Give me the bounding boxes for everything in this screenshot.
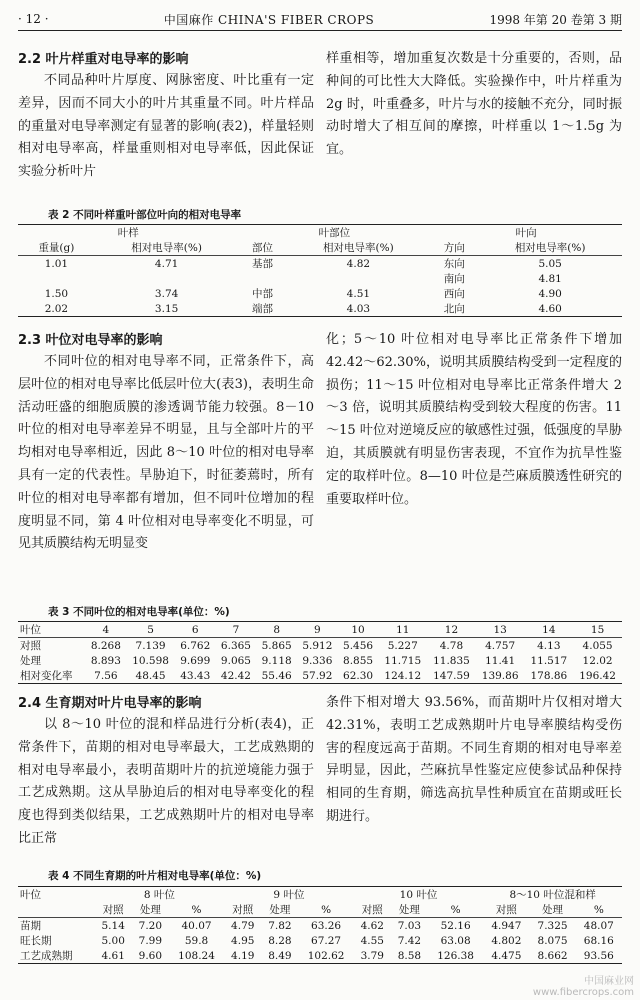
- section-2-3-left-text: 不同叶位的相对电导率不同，正常条件下，高层叶位的相对电导率比低层叶位大(表3)，表明生命活动旺盛的细胞质膜的渗透调节能力较强。8－10 叶位的相对电导率差异不明显，且与全部叶片的平均相对电导率相近，因此 8～10 叶位的相对电导率具有一定的代表性。旱胁迫下，时征萎蔫时，所有叶位的相对电导率都有增加，但不同叶位增加的程度明显不同，第 4 叶位相对电导率变化不明显，可见其质膜结构无明显变: [18, 354, 314, 552]
- table-row: [18, 918, 622, 934]
- table-cell: 5.912: [302, 639, 333, 652]
- table-cell: [95, 271, 239, 286]
- table-2-caption: 表 2 不同叶样重叶部位叶向的相对电导率: [48, 209, 242, 221]
- t3-header: 叶位: [20, 624, 41, 636]
- issue-info: 1998 年第 20 卷第 3 期: [489, 12, 622, 27]
- t4-subheader: 对照: [495, 904, 517, 916]
- table-row: [18, 653, 622, 668]
- table-cell: 11.835: [433, 654, 470, 667]
- section-2-4-title: 2.4 生育期对叶片电导率的影响: [18, 696, 202, 711]
- section-2-3-right-text: 化；5～10 叶位相对电导率比正常条件下增加 42.42～62.30%，说明其质膜结构受到一定程度的损伤；11～15 叶位相对电导率比正常条件增大 2～3 倍，说明其质膜结构受到较大程度的伤害。11～15 叶位对逆境反应的敏感性过强，低强度的旱胁迫，其质膜就有明显伤害表现，不宜作为抗旱性鉴定的取样叶位。8—10 叶位是苎麻质膜透性研究的重要取样叶位。: [326, 332, 622, 507]
- table-cell: 8.58: [397, 949, 422, 962]
- table-cell: 8.075: [537, 934, 568, 947]
- table-cell: 5.14: [101, 919, 125, 932]
- table-cell: 8.28: [268, 934, 292, 947]
- table-cell: 4.81: [538, 272, 562, 285]
- section-2-2-right-text: 样重相等，增加重复次数是十分重要的，否则，品种间的可比性大大降低。实验操作中，叶片样重为 2g 时，叶重叠多，叶片与水的接触不充分，同时振动时增大了相互间的摩擦，叶样重以 1～1.5g 为宜。: [326, 51, 622, 158]
- t4-group: 9 叶位: [273, 889, 305, 901]
- table-cell: 4.61: [101, 949, 125, 962]
- table-cell: 139.86: [481, 669, 519, 682]
- table-4: [18, 886, 622, 964]
- t4-subheader: %: [593, 903, 604, 916]
- t4-subheader: 对照: [232, 904, 254, 916]
- table-cell: 108.24: [178, 949, 215, 962]
- table-cell: 9.699: [180, 654, 211, 667]
- table-cell: 8.268: [90, 639, 121, 652]
- table-cell: 4.62: [360, 919, 384, 932]
- t3-header: 5: [147, 623, 154, 636]
- t4-group: 8 叶位: [143, 889, 175, 901]
- table-cell: 196.42: [579, 669, 616, 682]
- table-cell: 相对变化率: [20, 670, 73, 682]
- table-cell: 11.41: [485, 654, 516, 667]
- table-cell: 102.62: [307, 949, 345, 962]
- table-cell: 4.55: [360, 934, 384, 947]
- table-cell: 旺长期: [20, 935, 52, 947]
- table-cell: 48.07: [583, 919, 614, 932]
- table-cell: 5.865: [261, 639, 292, 652]
- table-cell: 4.51: [346, 287, 371, 300]
- table-cell: 4.79: [231, 919, 255, 932]
- t4-subheader: 处理: [398, 904, 420, 916]
- table-cell: 43.43: [180, 669, 211, 682]
- table-cell: 147.59: [433, 669, 470, 682]
- table-cell: 5.00: [101, 934, 125, 947]
- t4-subheader: 对照: [361, 904, 383, 916]
- table-row: [18, 638, 622, 654]
- t2-header: 相对电导率(%): [323, 242, 394, 254]
- table-row: [18, 286, 622, 301]
- table-cell: 57.92: [302, 669, 333, 682]
- table-cell: 3.79: [360, 949, 384, 962]
- table-cell: 西向: [443, 288, 465, 300]
- table-3: [18, 621, 622, 684]
- table-row: [18, 668, 622, 684]
- table-cell: 7.139: [135, 639, 166, 652]
- t4-subheader: 对照: [102, 904, 124, 916]
- table-cell: 苗期: [20, 920, 41, 932]
- table-cell: 178.86: [530, 669, 568, 682]
- t3-header: 15: [590, 623, 605, 636]
- section-2-3: [18, 329, 622, 556]
- table-cell: 4.802: [491, 934, 522, 947]
- table-cell: 93.56: [583, 949, 614, 962]
- table-cell: 11.715: [384, 654, 422, 667]
- table-cell: 4.13: [537, 639, 561, 652]
- table-4-caption: 表 4 不同生育期的叶片相对电导率(单位：%): [48, 870, 262, 882]
- t4-subheader: 处理: [139, 904, 161, 916]
- t2-header: 相对电导率(%): [131, 242, 202, 254]
- table-cell: 3.74: [154, 287, 179, 300]
- table-cell: 4.19: [231, 949, 255, 962]
- table-cell: 7.99: [138, 934, 163, 947]
- table-cell: 12.02: [582, 654, 613, 667]
- table-cell: 7.56: [94, 669, 118, 682]
- table-cell: 7.20: [138, 919, 163, 932]
- table-cell: 8.855: [343, 654, 374, 667]
- table-cell: 8.893: [90, 654, 121, 667]
- t4-group: 8～10 叶位混和样: [509, 889, 596, 901]
- t4-row-label: 叶位: [20, 889, 41, 901]
- table-cell: 4.60: [538, 302, 562, 315]
- table-2: [18, 224, 622, 317]
- table-cell: 南向: [443, 273, 465, 285]
- t3-header: 12: [444, 623, 459, 636]
- t2-group-sample: 叶样: [117, 227, 139, 239]
- table-cell: 7.82: [268, 919, 292, 932]
- table-cell: 对照: [20, 640, 41, 652]
- table-cell: 3.15: [154, 302, 179, 315]
- table-cell: 8.662: [537, 949, 568, 962]
- table-cell: 4.757: [485, 639, 516, 652]
- table-cell: 4.71: [154, 257, 179, 270]
- table-cell: 东向: [443, 258, 465, 270]
- table-cell: 42.42: [220, 669, 251, 682]
- table-cell: 4.82: [346, 257, 371, 270]
- table-cell: 基部: [252, 258, 273, 270]
- table-cell: [238, 271, 286, 286]
- table-cell: 9.60: [138, 949, 163, 962]
- table-3-caption: 表 3 不同叶位的相对电导率(单位：%): [48, 606, 230, 618]
- watermark-line: 中国麻业网: [584, 976, 634, 987]
- table-cell: 68.16: [583, 934, 614, 947]
- table-cell: 1.50: [44, 287, 69, 300]
- t3-header: 10: [351, 623, 365, 636]
- table-cell: 4.78: [439, 639, 464, 652]
- t4-group: 10 叶位: [399, 889, 438, 901]
- table-cell: 工艺成熟期: [20, 950, 73, 962]
- section-2-4: [18, 692, 622, 851]
- table-cell: 7.325: [537, 919, 568, 932]
- t3-header: 8: [273, 623, 280, 636]
- section-2-4-left-text: 以 8～10 叶位的混和样品进行分析(表4)，正常条件下，苗期的相对电导率最大，工艺成熟期的相对电导率最小，表明苗期叶片的抗逆境能力强于工艺成熟期。这从旱胁迫后的相对电导率变化的程度也得到类似结果，工艺成熟期叶片的相对电导率比正常: [18, 717, 314, 846]
- table-row: [18, 301, 622, 317]
- table-cell: 10.598: [132, 654, 169, 667]
- t2-header: 部位: [252, 242, 273, 254]
- t2-header: 方向: [443, 242, 465, 254]
- table-cell: [287, 271, 431, 286]
- table-cell: 59.8: [184, 934, 209, 947]
- running-header: [18, 8, 622, 31]
- table-cell: 9.118: [261, 654, 292, 667]
- table-cell: 63.08: [440, 934, 471, 947]
- table-cell: 4.475: [491, 949, 522, 962]
- table-cell: 4.947: [491, 919, 522, 932]
- table-cell: 6.762: [180, 639, 211, 652]
- table-cell: 55.46: [261, 669, 292, 682]
- table-cell: 40.07: [181, 919, 212, 932]
- section-2-4-right-text: 条件下相对增大 93.56%，而苗期叶片仅相对增大 42.31%，表明工艺成熟期叶片电导率膜结构受伤害的程度远高于苗期。不同生育期的相对电导率差异明显，因此，苎麻抗旱性鉴定应使参试品种保持相同的生育期，筛选高抗旱性种质宜在苗期或旺长期进行。: [326, 695, 622, 824]
- table-cell: 62.30: [343, 669, 374, 682]
- t4-subheader: %: [450, 903, 461, 916]
- table-cell: 5.05: [538, 257, 562, 270]
- table-cell: 6.365: [220, 639, 251, 652]
- watermark-line: www.fibercrops.com: [532, 987, 634, 998]
- t4-subheader: 处理: [269, 904, 291, 916]
- t2-group-direction: 叶向: [515, 227, 537, 239]
- table-cell: 4.90: [538, 287, 562, 300]
- table-cell: 中部: [252, 288, 273, 300]
- t3-header: 9: [314, 623, 321, 636]
- table-cell: 9.336: [302, 654, 333, 667]
- t4-subheader: 处理: [542, 904, 564, 916]
- t4-subheader: %: [191, 903, 202, 916]
- t2-header: 相对电导率(%): [514, 242, 586, 254]
- table-row: [18, 271, 622, 286]
- t3-header: 7: [232, 623, 240, 636]
- table-cell: 8.49: [268, 949, 292, 962]
- journal-name: 中国麻作 CHINA'S FIBER CROPS: [163, 12, 375, 27]
- section-2-2-left-text: 不同品种叶片厚度、网脉密度、叶比重有一定差异，因而不同大小的叶片其重量不同。叶片样品的重量对电导率测定有显著的影响(表2)，样量轻则相对电导率高，样量重则相对电导率低，因此保证实验分析叶片: [18, 73, 314, 180]
- table-row: [18, 933, 622, 948]
- table-cell: 4.03: [346, 302, 371, 315]
- table-cell: 北向: [443, 303, 465, 315]
- t3-header: 6: [191, 623, 199, 636]
- table-cell: 48.45: [135, 669, 166, 682]
- section-2-3-title: 2.3 叶位对电导率的影响: [18, 333, 163, 348]
- table-cell: 处理: [20, 655, 41, 667]
- section-2-2: [18, 48, 622, 184]
- table-cell: 7.03: [397, 919, 422, 932]
- page-number: · 12 ·: [18, 12, 49, 26]
- table-cell: 端部: [252, 303, 273, 315]
- t3-header: 11: [396, 623, 410, 636]
- table-cell: 124.12: [384, 669, 422, 682]
- table-row: [18, 256, 622, 272]
- table-cell: 2.02: [44, 302, 69, 315]
- t3-header: 4: [102, 623, 110, 636]
- table-cell: 7.42: [397, 934, 422, 947]
- table-cell: 11.517: [530, 654, 568, 667]
- t2-group-position: 叶部位: [318, 227, 351, 239]
- t3-header: 14: [542, 623, 556, 636]
- site-watermark: [533, 976, 634, 998]
- table-cell: 1.01: [44, 257, 69, 270]
- table-cell: 4.055: [582, 639, 613, 652]
- table-cell: 9.065: [220, 654, 251, 667]
- table-cell: 4.95: [231, 934, 255, 947]
- table-cell: 126.38: [437, 949, 474, 962]
- table-cell: 52.16: [440, 919, 471, 932]
- t4-subheader: %: [321, 903, 332, 916]
- section-2-2-title: 2.2 叶片样重对电导率的影响: [18, 52, 189, 67]
- t2-header: 重量(g): [38, 242, 75, 254]
- table-cell: [18, 271, 95, 286]
- table-cell: 5.456: [343, 639, 374, 652]
- table-cell: 67.27: [311, 934, 342, 947]
- table-row: [18, 948, 622, 964]
- table-cell: 5.227: [387, 639, 418, 652]
- t3-header: 13: [493, 623, 507, 636]
- table-cell: 63.26: [311, 919, 342, 932]
